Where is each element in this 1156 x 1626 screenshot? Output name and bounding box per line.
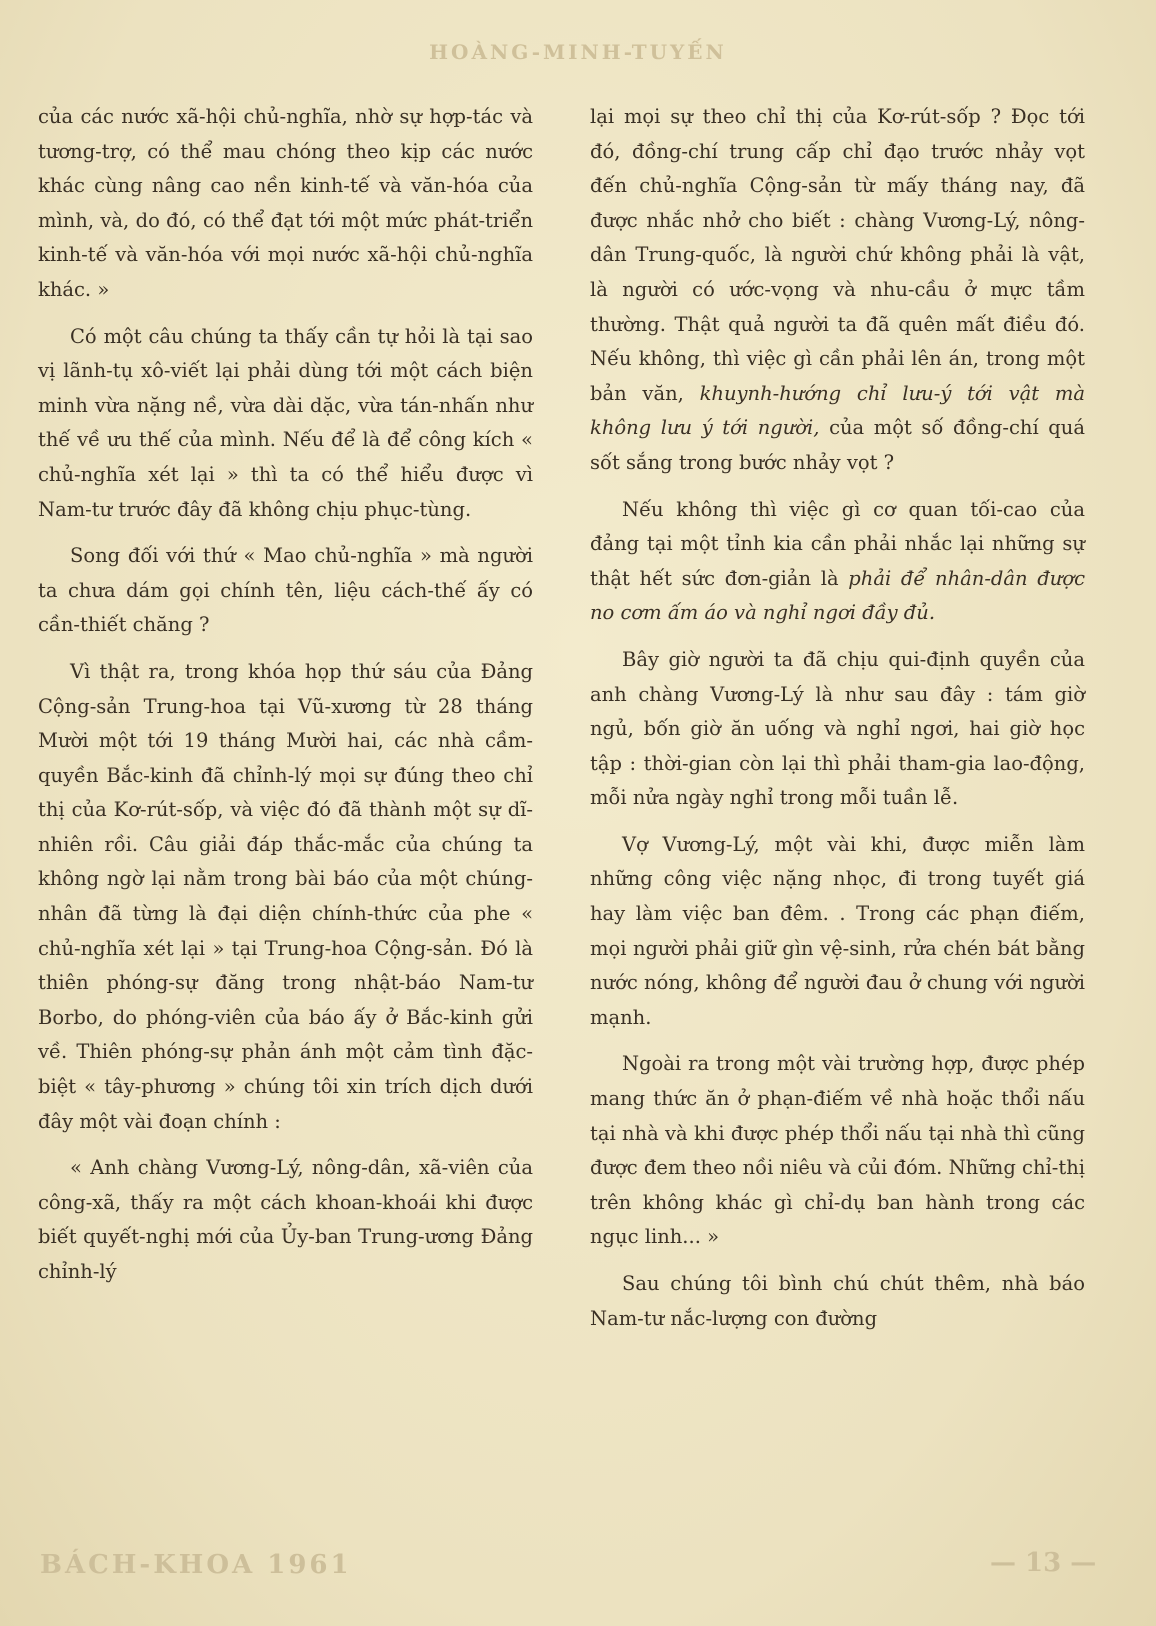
italic-quote: phải để nhân-dân được no cơm ấm áo và nghỉ ngơi đầy đủ. — [590, 566, 1085, 625]
left-column — [38, 100, 533, 1302]
paragraph: Sau chúng tôi bình chú chút thêm, nhà báo Nam-tư nắc-lượng con đường — [590, 1272, 1085, 1330]
italic-quote: khuynh-hướng chỉ lưu-ý tới vật mà không lưu ý tới người, — [590, 381, 1086, 440]
paragraph-text: của một số đồng-chí quá sốt sắng trong bước nhảy vọt ? — [590, 416, 1085, 474]
paragraph: Vợ Vương-Lý, một vài khi, được miễn làm những công việc nặng nhọc, đi trong tuyết giá hay làm việc ban đêm. . Trong các phạn điếm, mọi người phải giữ gìn vệ-sinh, rửa chén bát bằng nước nóng, không để người đau ở chung với người mạnh. — [590, 832, 1085, 1029]
paragraph: Bây giờ người ta đã chịu qui-định quyền của anh chàng Vương-Lý là như sau đây : tám giờ ngủ, bốn giờ ăn uống và nghỉ ngơi, hai giờ học tập : thời-gian còn lại thì phải tham-gia lao-động, mỗi nửa ngày nghỉ trong mỗi tuần lễ. — [590, 647, 1085, 810]
paragraph: Song đối với thứ « Mao chủ-nghĩa » mà người ta chưa dám gọi chính tên, liệu cách-thế ấy có cần-thiết chăng ? — [38, 544, 533, 637]
paragraph: Ngoài ra trong một vài trường hợp, được phép mang thức ăn ở phạn-điếm về nhà hoặc thổi nấu tại nhà và khi được phép thổi nấu tại nhà thì cũng được đem theo nồi niêu và củi đóm. Những chỉ-thị trên không khác gì chỉ-dụ ban hành trong các ngục linh... » — [590, 1052, 1085, 1249]
paragraph: Có một câu chúng ta thấy cần tự hỏi là tại sao vị lãnh-tụ xô-viết lại phải dùng tới một cách biện minh vừa nặng nề, vừa dài dặc, vừa tán-nhấn như thế về ưu thế của mình. Nếu để là để công kích « chủ-nghĩa xét lại » thì ta có thể hiểu được vì Nam-tư trước đây đã không chịu phục-tùng. — [38, 324, 533, 521]
paragraph: « Anh chàng Vương-Lý, nông-dân, xã-viên của công-xã, thấy ra một cách khoan-khoái khi được biết quyết-nghị mới của Ủy-ban Trung-ương Đảng chỉnh-lý — [38, 1156, 533, 1283]
paragraph: của các nước xã-hội chủ-nghĩa, nhờ sự hợp-tác và tương-trợ, có thể mau chóng theo kịp các nước khác cùng nâng cao nền kinh-tế và văn-hóa của mình, và, do đó, có thể đạt tới một mức phát-triển kinh-tế và văn-hóa với mọi nước xã-hội chủ-nghĩa khác. » — [38, 105, 533, 301]
paragraph — [590, 493, 1085, 631]
paragraph: Vì thật ra, trong khóa họp thứ sáu của Đảng Cộng-sản Trung-hoa tại Vũ-xương từ 28 tháng Mười một tới 19 tháng Mười hai, các nhà cầm-quyền Bắc-kinh đã chỉnh-lý mọi sự đúng theo chỉ thị của Kơ-rút-sốp, và việc đó đã thành một sự dĩ-nhiên rồi. Câu giải đáp thắc-mắc của chúng ta không ngờ lại nằm trong bài báo của một chúng-nhân đã từng là đại diện chính-thức của phe « chủ-nghĩa xét lại » tại Trung-hoa Cộng-sản. Đó là thiên phóng-sự đăng trong nhật-báo Nam-tư Borbo, do phóng-viên của báo ấy ở Bắc-kinh gửi về. Thiên phóng-sự phản ánh một cảm tình đặc-biệt « tây-phương » chúng tôi xin trích dịch dưới đây một vài đoạn chính : — [38, 659, 533, 1133]
paragraph — [590, 100, 1085, 481]
running-head: HOÀNG-MINH-TUYẾN — [429, 40, 727, 64]
page-number: — 13 — — [990, 1548, 1097, 1578]
publication-footer: BÁCH-KHOA 1961 — [40, 1550, 352, 1580]
right-column — [590, 100, 1085, 1348]
paragraph-text: Nếu không thì việc gì cơ quan tối-cao của đảng tại một tỉnh kia cần phải nhắc lại những sự thật hết sức đơn-giản là — [590, 497, 1085, 590]
paragraph-text: lại mọi sự theo chỉ thị của Kơ-rút-sốp ? Đọc tới đó, đồng-chí trung cấp chỉ đạo trước nhảy vọt đến chủ-nghĩa Cộng-sản từ mấy tháng nay, đã được nhắc nhở cho biết : chàng Vương-Lý, nông-dân Trung-quốc, là người chứ không phải là vật, là người có ước-vọng và nhu-cầu ở mực tầm thường. Thật quả người ta đã quên mất điều đó. Nếu không, thì việc gì cần phải lên án, trong một bản văn, — [590, 105, 1085, 405]
